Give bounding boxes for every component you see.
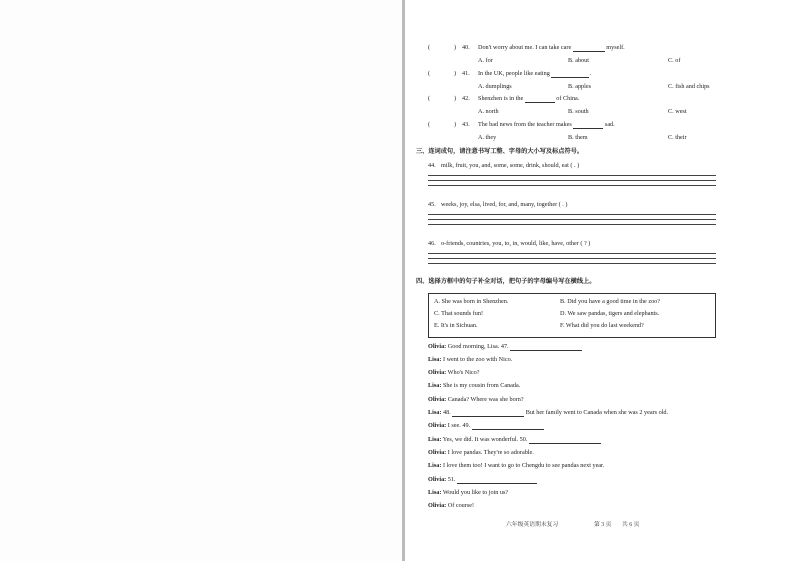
footer-page-number: 第 3 页 — [594, 522, 612, 528]
item-number: 46. — [428, 240, 436, 247]
section-3-title: 三、连词成句，请注意书写工整、字母的大小写及标点符号。 — [416, 148, 584, 155]
option-b: B. about — [568, 57, 589, 64]
answer-blank[interactable] — [510, 344, 582, 351]
dialogue-line: Lisa: She is my cousin from Canada. — [428, 382, 521, 389]
answer-paren-open: ( — [428, 95, 431, 102]
scrambled-words: weeks, joy, elsa, lived, for, and, many, together ( . ) — [441, 201, 568, 208]
option-b: B. Did you have a good time in the zoo? — [560, 298, 661, 305]
footer-title: 六年级英语期末复习 — [506, 522, 559, 528]
item-number: 45. — [428, 201, 436, 208]
section-4-title: 四、选择方框中的句子补全对话，把句子的字母编号写在横线上。 — [416, 278, 596, 285]
writing-line[interactable] — [428, 185, 716, 186]
question-stem: Shenzhen is in the of China. — [478, 95, 580, 102]
answer-paren-close: ) — [454, 44, 457, 51]
option-c: C. That sounds fun! — [434, 310, 484, 317]
dialogue-line: Lisa: 48. But her family went to Canada when she was 2 years old. — [428, 409, 669, 416]
scrambled-words: milk, fruit, you, and, some, some, drink, should, eat ( . ) — [441, 162, 580, 169]
question-stem: In the UK, people like eating . — [478, 70, 591, 77]
dialogue-line: Lisa: I love them too! I want to go to Chengdu to see pandas next year. — [428, 462, 605, 469]
writing-line[interactable] — [428, 263, 716, 264]
option-c: C. west — [668, 108, 687, 115]
dialogue-line: Olivia: Good morning, Lisa. 47. — [428, 343, 582, 351]
option-c: C. their — [668, 134, 687, 141]
dialogue-line: Olivia: Canada? Where was she born? — [428, 396, 524, 403]
question-number: 41. — [462, 70, 470, 77]
dialogue-line: Lisa: Yes, we did. It was wonderful. 50. — [428, 436, 601, 444]
question-number: 42. — [462, 95, 470, 102]
dialogue-line: Lisa: I went to the zoo with Nico. — [428, 356, 513, 363]
option-a: A. for — [478, 57, 493, 64]
writing-line[interactable] — [428, 253, 716, 254]
answer-blank[interactable] — [452, 410, 524, 417]
scrambled-words: o-friends, countries, you, to, in, would, like, have, other ( ? ) — [441, 240, 591, 247]
option-d: D. We saw pandas, tigers and elephants. — [560, 310, 660, 317]
answer-paren-open: ( — [428, 70, 431, 77]
option-b: B. them — [568, 134, 588, 141]
dialogue-line: Olivia: I see. 49. — [428, 422, 544, 430]
option-c: C. fish and chips — [668, 83, 710, 90]
answer-paren-open: ( — [428, 121, 431, 128]
question-stem: The bad news from the teacher makes sad. — [478, 121, 615, 128]
option-c: C. of — [668, 57, 681, 64]
answer-blank[interactable] — [551, 71, 589, 78]
answer-paren-close: ) — [454, 121, 457, 128]
option-b: B. south — [568, 108, 589, 115]
option-e: E. It's in Sichuan. — [434, 322, 478, 329]
answer-paren-open: ( — [428, 44, 431, 51]
option-b: B. apples — [568, 83, 592, 90]
question-number: 40. — [462, 44, 470, 51]
writing-line[interactable] — [428, 258, 716, 259]
answer-blank[interactable] — [525, 96, 555, 103]
answer-blank[interactable] — [573, 45, 605, 52]
item-number: 44. — [428, 162, 436, 169]
answer-blank[interactable] — [472, 423, 544, 430]
writing-line[interactable] — [428, 180, 716, 181]
dialogue-line: Lisa: Would you like to join us? — [428, 489, 509, 496]
writing-line[interactable] — [428, 214, 716, 215]
option-f: F. What did you do last weekend? — [560, 322, 644, 329]
answer-blank[interactable] — [457, 477, 537, 484]
answer-blank[interactable] — [573, 122, 603, 129]
writing-line[interactable] — [428, 175, 716, 176]
option-a: A. She was born in Shenzhen. — [434, 298, 509, 305]
dialogue-line: Olivia: Of course! — [428, 502, 475, 509]
footer-total-pages: 共 6 页 — [622, 522, 640, 528]
answer-paren-close: ) — [454, 95, 457, 102]
writing-line[interactable] — [428, 219, 716, 220]
dialogue-line: Olivia: I love pandas. They're so adorable. — [428, 449, 534, 456]
option-a: A. they — [478, 134, 497, 141]
writing-line[interactable] — [428, 224, 716, 225]
dialogue-line: Olivia: 51. — [428, 476, 537, 484]
option-a: A. dumplings — [478, 83, 512, 90]
answer-paren-close: ) — [454, 70, 457, 77]
question-stem: Don't worry about me. I can take care myself. — [478, 44, 625, 51]
dialogue-line: Olivia: Who's Nico? — [428, 369, 480, 376]
answer-blank[interactable] — [529, 437, 601, 444]
question-number: 43. — [462, 121, 470, 128]
option-a: A. north — [478, 108, 499, 115]
